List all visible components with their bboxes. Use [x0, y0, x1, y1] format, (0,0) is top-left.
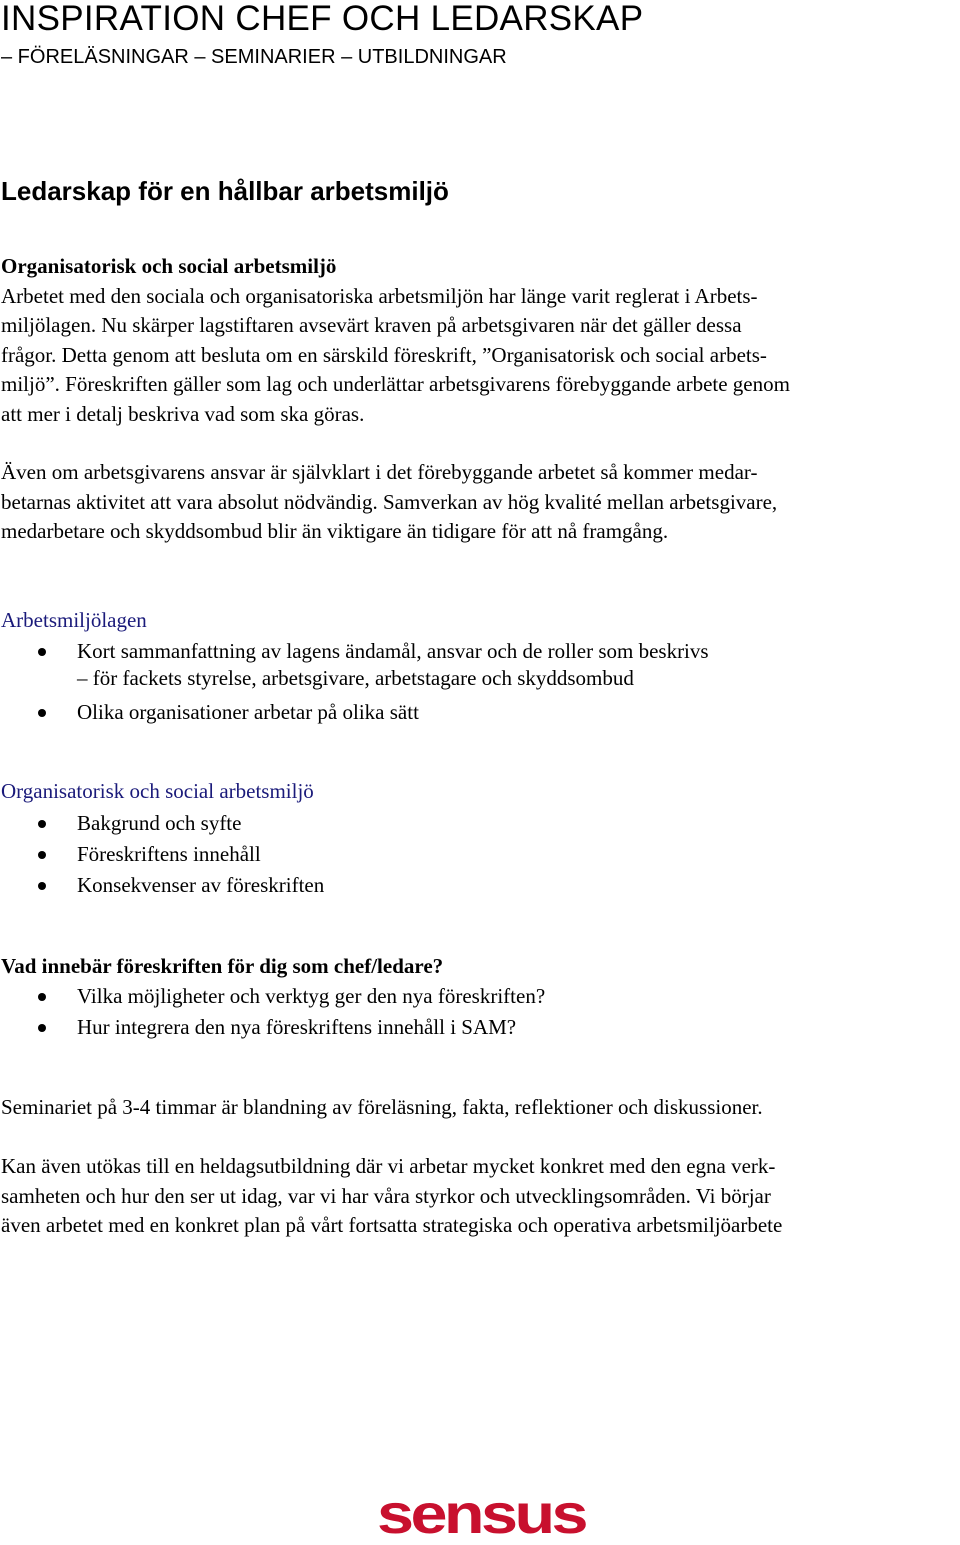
list-item: Hur integrera den nya föreskriftens innehåll i SAM? — [0, 1012, 958, 1043]
seminar-text: Seminariet på 3-4 timmar är blandning av föreläsning, fakta, reflektioner och diskussioner. — [1, 1095, 763, 1119]
intro-line: betarnas aktivitet att vara absolut nödvändig. Samverkan av hög kvalité mellan arbetsgivare, — [1, 489, 778, 514]
page-title: INSPIRATION CHEF OCH LEDARSKAP — [1, 0, 644, 38]
list-item: Vilka möjligheter och verktyg ger den nya föreskriften? — [0, 981, 958, 1012]
intro-line: Även om arbetsgivarens ansvar är självklart i det förebyggande arbetet så kommer medar- — [1, 460, 758, 484]
bullet-icon — [38, 1024, 46, 1032]
extension-line: även arbetet med en konkret plan på vårt fortsatta strategiska och operativa arbetsmiljöarbete — [1, 1213, 783, 1237]
osa-section — [1, 777, 959, 807]
intro-line: miljölagen. Nu skärper lagstiftaren avsevärt kraven på arbetsgivaren när det gäller dessa — [1, 313, 742, 337]
logo-text: sensus — [377, 1495, 587, 1539]
intro-section — [1, 252, 959, 429]
intro-heading: Organisatorisk och social arbetsmiljö — [1, 254, 337, 278]
intro-line: frågor. Detta genom att besluta om en särskild föreskrift, ”Organisatorisk och social arbets- — [1, 342, 767, 367]
law-section — [1, 606, 959, 636]
meaning-heading: Vad innebär föreskriften för dig som chef/ledare? — [1, 954, 444, 978]
extension-line: Kan även utökas till en heldagsutbildning där vi arbetar mycket konkret med den egna verk- — [1, 1154, 776, 1178]
bullet-icon — [38, 851, 46, 859]
law-list — [0, 636, 958, 728]
intro-line: Arbetet med den sociala och organisatoriska arbetsmiljön har länge varit reglerat i Arbets- — [1, 283, 758, 308]
sensus-logo — [375, 1495, 587, 1539]
intro-line: att mer i detalj beskriva vad som ska göras. — [1, 401, 365, 426]
list-item: Föreskriftens innehåll — [0, 839, 958, 870]
bullet-icon — [38, 820, 46, 828]
page-subtitle: – FÖRELÄSNINGAR – SEMINARIER – UTBILDNINGAR — [1, 46, 507, 68]
meaning-section — [1, 952, 959, 982]
meaning-list — [0, 981, 958, 1043]
list-item: Kort sammanfattning av lagens ändamål, ansvar och de roller som beskrivs — [0, 636, 958, 665]
bullet-icon — [38, 648, 46, 656]
osa-heading: Organisatorisk och social arbetsmiljö — [1, 779, 314, 803]
bullet-icon — [38, 709, 46, 717]
bullet-icon — [38, 993, 46, 1001]
list-item: Konsekvenser av föreskriften — [0, 870, 958, 901]
list-item-continuation: – för fackets styrelse, arbetsgivare, arbetstagare och skyddsombud — [77, 666, 634, 690]
list-item: Olika organisationer arbetar på olika sätt — [0, 697, 958, 728]
extension-paragraph — [1, 1152, 959, 1241]
intro-line: medarbetare och skyddsombud blir än viktigare än tidigare för att nå framgång. — [1, 519, 669, 543]
extension-line: samheten och hur den ser ut idag, var vi har våra styrkor och utvecklingsområden. Vi börjar — [1, 1183, 771, 1208]
osa-list — [0, 808, 958, 901]
main-heading: Ledarskap för en hållbar arbetsmiljö — [1, 176, 449, 206]
seminar-paragraph — [1, 1093, 959, 1123]
list-item: Bakgrund och syfte — [0, 808, 958, 839]
intro-paragraph-2 — [1, 458, 959, 547]
bullet-icon — [38, 882, 46, 890]
intro-line: miljö”. Föreskriften gäller som lag och underlättar arbetsgivarens förebyggande arbete genom — [1, 372, 790, 396]
law-heading: Arbetsmiljölagen — [1, 608, 147, 632]
